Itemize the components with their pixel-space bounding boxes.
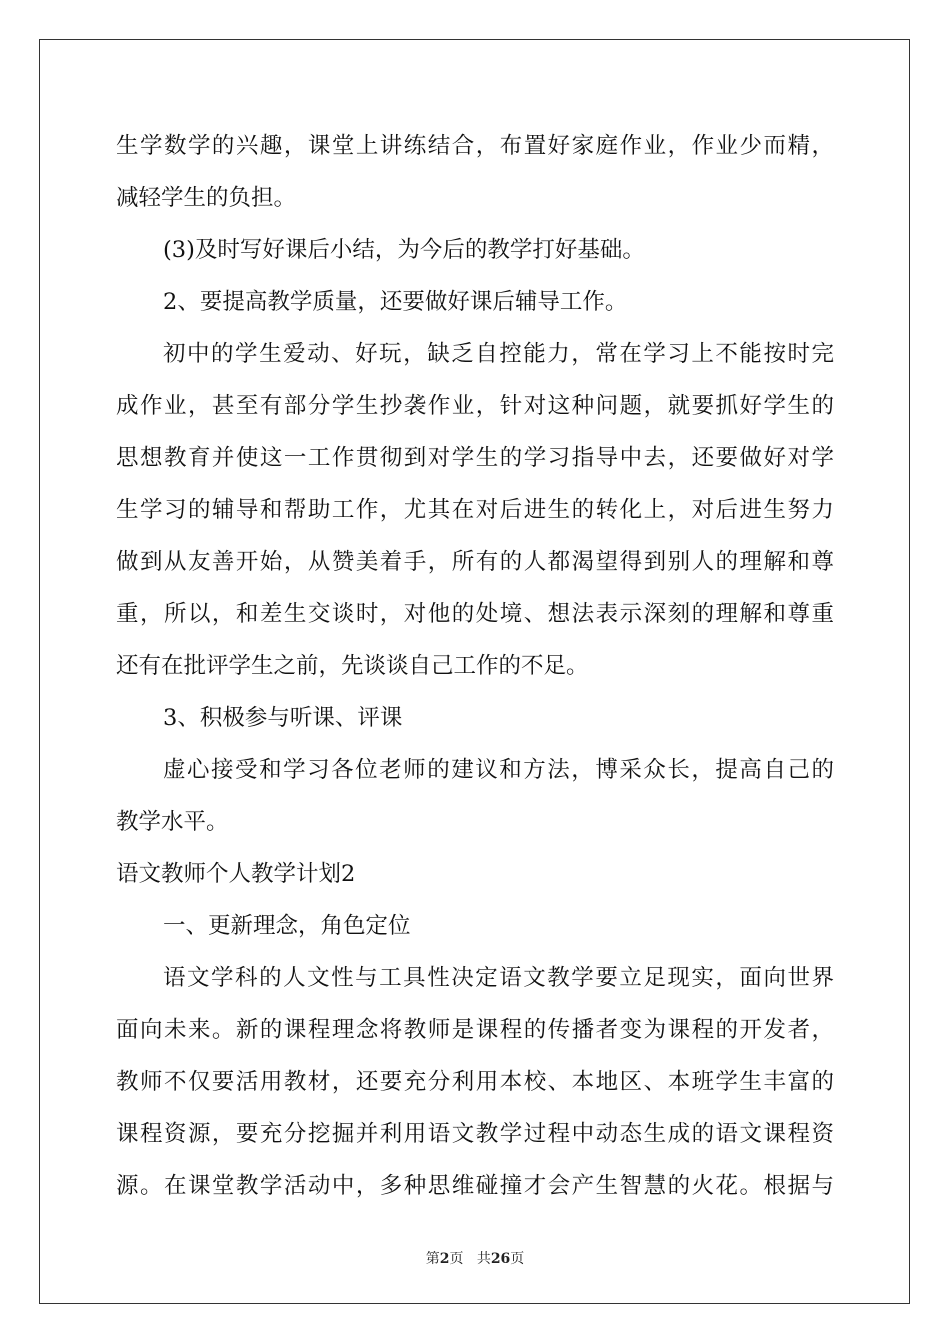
paragraph-line: 面向未来。新的课程理念将教师是课程的传播者变为课程的开发者， <box>116 1017 834 1043</box>
page-suffix: 页 <box>449 1251 464 1267</box>
paragraph-line: 重，所以，和差生交谈时，对他的处境、想法表示深刻的理解和尊重 <box>116 601 834 627</box>
paragraph-line: 做到从友善开始，从赞美着手，所有的人都渴望得到别人的理解和尊 <box>116 549 834 575</box>
paragraph-line: 教学水平。 <box>116 809 229 835</box>
paragraph-line: (3)及时写好课后小结，为今后的教学打好基础。 <box>163 237 645 263</box>
section-heading: 一、更新理念，角色定位 <box>163 913 411 939</box>
document-body <box>116 124 834 1216</box>
paragraph-line: 减轻学生的负担。 <box>116 185 297 211</box>
paragraph-line: 成作业，甚至有部分学生抄袭作业，针对这种问题，就要抓好学生的 <box>116 393 834 419</box>
section-heading: 3、积极参与听课、评课 <box>163 705 403 731</box>
total-pages: 26 <box>490 1251 511 1267</box>
paragraph-line: 虚心接受和学习各位老师的建议和方法，博采众长，提高自己的 <box>163 757 834 783</box>
page-number: 2 <box>439 1251 450 1267</box>
paragraph-line: 教师不仅要活用教材，还要充分利用本校、本地区、本班学生丰富的 <box>116 1069 834 1095</box>
paragraph-line: 还有在批评学生之前，先谈谈自己工作的不足。 <box>116 653 589 679</box>
paragraph-line: 课程资源，要充分挖掘并利用语文教学过程中动态生成的语文课程资 <box>116 1121 834 1147</box>
document-title: 语文教师个人教学计划2 <box>116 861 356 887</box>
total-suffix: 页 <box>510 1251 525 1267</box>
page-prefix: 第 <box>425 1251 440 1267</box>
paragraph-line: 生学数学的兴趣，课堂上讲练结合，布置好家庭作业，作业少而精， <box>116 133 834 159</box>
section-heading: 2、要提高教学质量，还要做好课后辅导工作。 <box>163 289 628 315</box>
total-prefix: 共 <box>476 1251 491 1267</box>
paragraph-line: 生学习的辅导和帮助工作，尤其在对后进生的转化上，对后进生努力 <box>116 497 834 523</box>
paragraph-line: 语文学科的人文性与工具性决定语文教学要立足现实，面向世界 <box>163 965 834 991</box>
paragraph-line: 源。在课堂教学活动中，多种思维碰撞才会产生智慧的火花。根据与 <box>116 1173 834 1199</box>
paragraph-line: 初中的学生爱动、好玩，缺乏自控能力，常在学习上不能按时完 <box>163 341 834 367</box>
paragraph-line: 思想教育并使这一工作贯彻到对学生的学习指导中去，还要做好对学 <box>116 445 834 471</box>
page-footer <box>0 1248 950 1268</box>
